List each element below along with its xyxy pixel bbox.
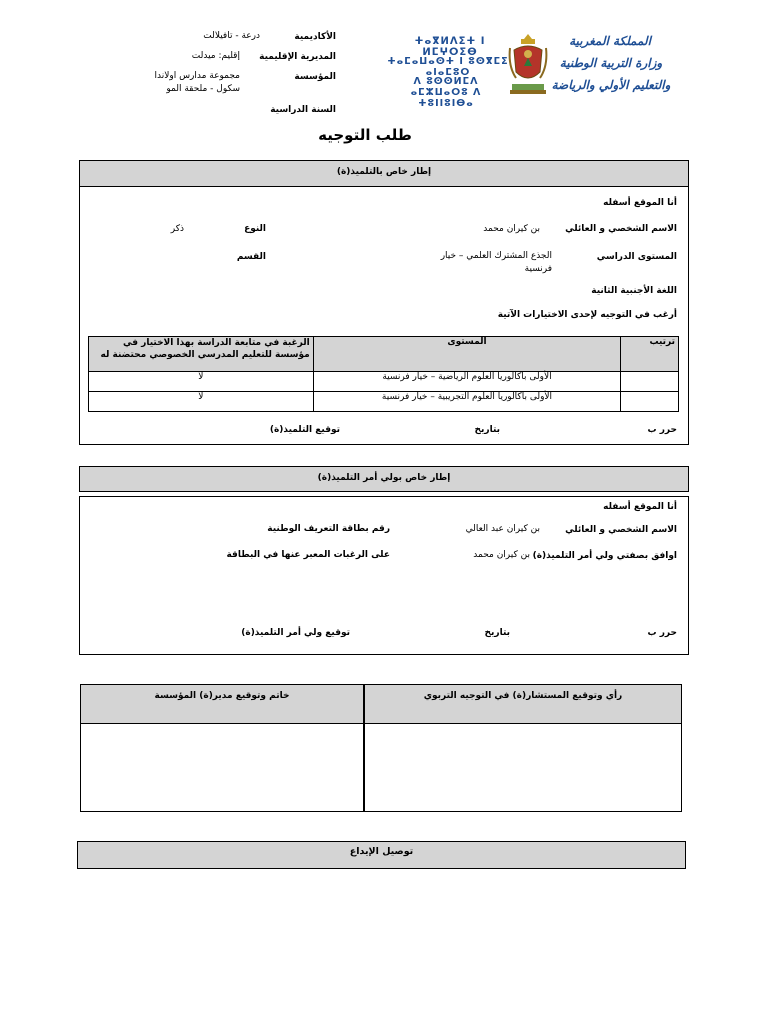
student-section-header: إطار خاص بالتلميذ(ة) <box>79 160 689 187</box>
language-label: اللغة الأجنبية الثانية <box>591 286 677 296</box>
student-written-at: حرر ب <box>647 425 677 435</box>
guardian-agree-value: بن كيران محمد <box>473 550 530 560</box>
guardian-name-value: بن كيران عبد العالي <box>465 524 540 534</box>
row-level-cell: الأولى باكالوريا العلوم التجريبية – خيار فرنسية <box>313 392 620 412</box>
ministry-line1: المملكة المغربية <box>569 34 651 48</box>
student-signer: أنا الموقع أسفله <box>603 198 677 208</box>
table-row <box>89 372 679 392</box>
coat-of-arms-icon <box>506 30 550 100</box>
row-rank-cell[interactable] <box>621 372 679 392</box>
year-label: السنة الدراسية <box>270 105 336 115</box>
col-private-header: الرغبة في متابعة الدراسة بهذا الاختيار في مؤسسة للتعليم المدرسي الخصوصي محتضنة له <box>89 337 314 372</box>
ministry-line2: وزارة التربية الوطنية <box>559 56 663 70</box>
student-date-label: بتاريخ <box>474 425 500 435</box>
guardian-name-label: الاسم الشخصي و العائلي <box>565 525 677 535</box>
class-label: القسم <box>236 252 266 262</box>
guardian-signer: أنا الموقع أسفله <box>603 502 677 512</box>
row-private-cell: لا <box>89 372 314 392</box>
level-value-line2: فرنسية <box>524 264 552 274</box>
col-level-header: المستوى <box>313 337 620 372</box>
row-private-cell: لا <box>89 392 314 412</box>
row-level-cell: الأولى باكالوريا العلوم الرياضية – خيار فرنسية <box>313 372 620 392</box>
guardian-section-header: إطار خاص بولي أمر التلميذ(ة) <box>79 466 689 492</box>
level-value-line1: الجذع المشترك العلمي – خيار <box>440 251 552 261</box>
level-label: المستوى الدراسي <box>596 252 677 262</box>
director-stamp-header: خاتم وتوقيع مدير(ة) المؤسسة <box>80 684 364 724</box>
guardian-agree-tail: على الرغبات المعبر عنها في البطاقة <box>226 550 390 560</box>
row-rank-cell[interactable] <box>621 392 679 412</box>
col-rank-header: ترتيب <box>621 337 679 372</box>
student-name-value: بن كيران محمد <box>483 224 540 234</box>
table-row <box>89 392 679 412</box>
guardian-signature-label: توقيع ولي أمر التلميذ(ة) <box>241 628 350 638</box>
counselor-opinion-header: رأي وتوقيع المستشار(ة) في التوجيه التربوي <box>364 684 682 724</box>
id-card-label: رقم بطاقة التعريف الوطنية <box>267 524 390 534</box>
institution-value-line2: سكول - ملحقة المو <box>166 84 240 94</box>
directorate-value: إقليم: ميدلت <box>191 51 240 61</box>
tifinagh-line2: ⵜⴰⵎⴰⵡⴰⵙⵜ ⵏ ⵓⵙⴳⵎⵉ ⴰⵏⴰⵎⵓⵔ <box>387 56 509 78</box>
guardian-section <box>79 496 689 655</box>
directorate-label: المديرية الإقليمية <box>259 52 336 62</box>
academy-value: درعة - تافيلالت <box>203 31 260 41</box>
gender-value: ذكر <box>170 224 184 234</box>
institution-label: المؤسسة <box>294 72 336 82</box>
receipt-header: توصيل الإيداع <box>77 841 686 869</box>
guardian-written-at: حرر ب <box>647 628 677 638</box>
ministry-line3: والتعليم الأولي والرياضة <box>551 78 671 92</box>
choices-table <box>88 336 679 412</box>
wish-text: أرغب في التوجيه لإحدى الاختيارات الآتية <box>497 310 677 320</box>
student-signature-label: توقيع التلميذ(ة) <box>269 425 340 435</box>
tifinagh-line1: ⵜⴰⴳⵍⴷⵉⵜ ⵏ ⵍⵎⵖⵔⵉⴱ <box>414 36 486 58</box>
guardian-date-label: بتاريخ <box>484 628 510 638</box>
page-title: طلب التوجيه <box>318 126 412 144</box>
student-name-label: الاسم الشخصي و العائلي <box>565 224 677 234</box>
guardian-agree-label: اوافق بصفتي ولي أمر التلميذ(ة) <box>532 551 677 561</box>
academy-label: الأكاديمية <box>294 32 336 42</box>
institution-value-line1: مجموعة مدارس اولاندا <box>154 71 240 81</box>
tifinagh-line3: ⴷ ⵓⵙⵙⵍⵎⴷ ⴰⵎⵣⵡⴰⵔⵓ ⴷ ⵜⵓⵏⵏⵓⵏⴱⴰ <box>410 76 482 109</box>
gender-label: النوع <box>244 224 266 234</box>
